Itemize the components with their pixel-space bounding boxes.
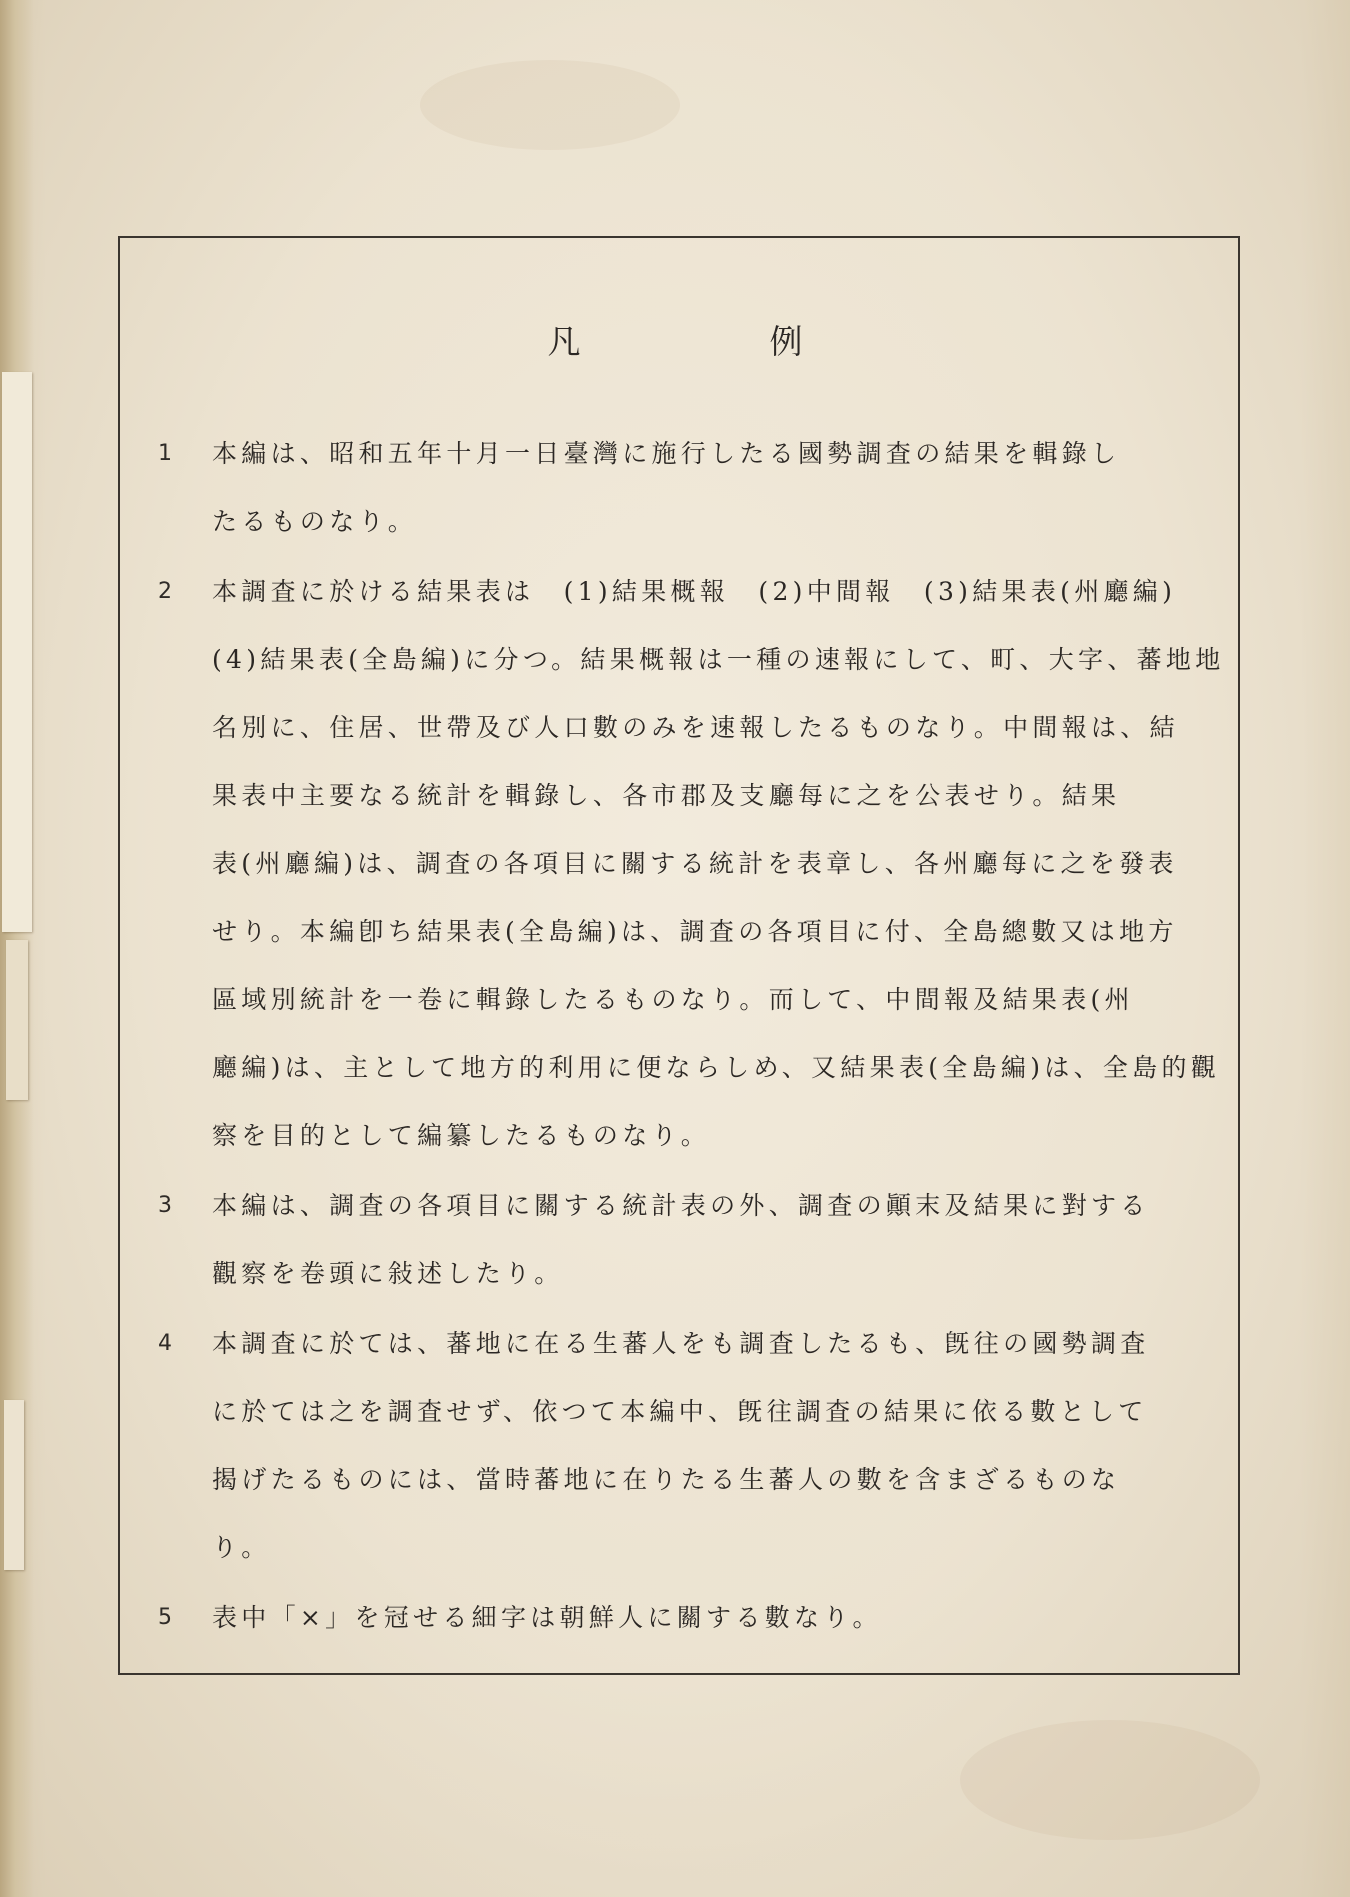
entry-text-line: 察を目的として編纂したるものなり。 bbox=[212, 1121, 711, 1150]
entry-text-line: に於ては之を調査せず、依つて本編中、旣往調査の結果に依る數として bbox=[212, 1397, 1148, 1426]
list-item bbox=[150, 420, 1210, 556]
torn-paper-fragment bbox=[4, 1400, 24, 1570]
torn-paper-fragment bbox=[2, 372, 32, 932]
list-item bbox=[150, 558, 1225, 1170]
entry-text-line: (4)結果表(全島編)に分つ。結果概報は一種の速報にして、町、大字、蕃地地 bbox=[212, 645, 1225, 674]
entry-number: 2 bbox=[158, 579, 172, 604]
entry-number: 3 bbox=[158, 1193, 172, 1218]
list-item bbox=[150, 1310, 1210, 1582]
entry-text-line: 觀察を卷頭に敍述したり。 bbox=[212, 1259, 564, 1288]
entry-text-line: 區域別統計を一卷に輯錄したるものなり。而して、中間報及結果表(州 bbox=[212, 985, 1134, 1014]
list-item bbox=[150, 1172, 1210, 1308]
entry-text-line: 果表中主要なる統計を輯錄し、各市郡及支廳每に之を公表せり。結果 bbox=[212, 781, 1121, 810]
entry-text-line: 名別に、住居、世帶及び人口數のみを速報したるものなり。中間報は、結 bbox=[212, 713, 1179, 742]
torn-paper-fragment bbox=[6, 940, 28, 1100]
entry-text-line: 本調査に於ける結果表は (1)結果概報 (2)中間報 (3)結果表(州廳編) bbox=[212, 577, 1177, 606]
entry-text-line: 表(州廳編)は、調査の各項目に關する統計を表章し、各州廳每に之を發表 bbox=[212, 849, 1178, 878]
entry-text-line: 表中「×」を冠せる細字は朝鮮人に關する數なり。 bbox=[212, 1603, 882, 1632]
page-title: 凡 例 bbox=[547, 322, 881, 361]
entry-text-line: 廳編)は、主として地方的利用に便ならしめ、又結果表(全島編)は、全島的觀 bbox=[212, 1053, 1221, 1082]
entry-text-line: り。 bbox=[212, 1533, 271, 1562]
entry-text-line: 本編は、昭和五年十月一日臺灣に施行したる國勢調査の結果を輯錄し bbox=[212, 439, 1121, 468]
entry-text-line: 本調査に於ては、蕃地に在る生蕃人をも調査したるも、旣往の國勢調査 bbox=[212, 1329, 1150, 1358]
list-item bbox=[150, 1584, 1210, 1652]
entry-list bbox=[150, 420, 1225, 1654]
entry-text-line: たるものなり。 bbox=[212, 507, 418, 536]
paper-stain bbox=[420, 60, 680, 150]
entry-text-line: 揭げたるものには、當時蕃地に在りたる生蕃人の數を含まざるものな bbox=[212, 1465, 1121, 1494]
entry-number: 1 bbox=[158, 441, 172, 466]
entry-text-line: せり。本編卽ち結果表(全島編)は、調査の各項目に付、全島總數又は地方 bbox=[212, 917, 1178, 946]
entry-text-line: 本編は、調査の各項目に關する統計表の外、調査の顚末及結果に對する bbox=[212, 1191, 1150, 1220]
paper-stain bbox=[960, 1720, 1260, 1840]
entry-number: 5 bbox=[158, 1605, 172, 1630]
entry-number: 4 bbox=[158, 1331, 172, 1356]
